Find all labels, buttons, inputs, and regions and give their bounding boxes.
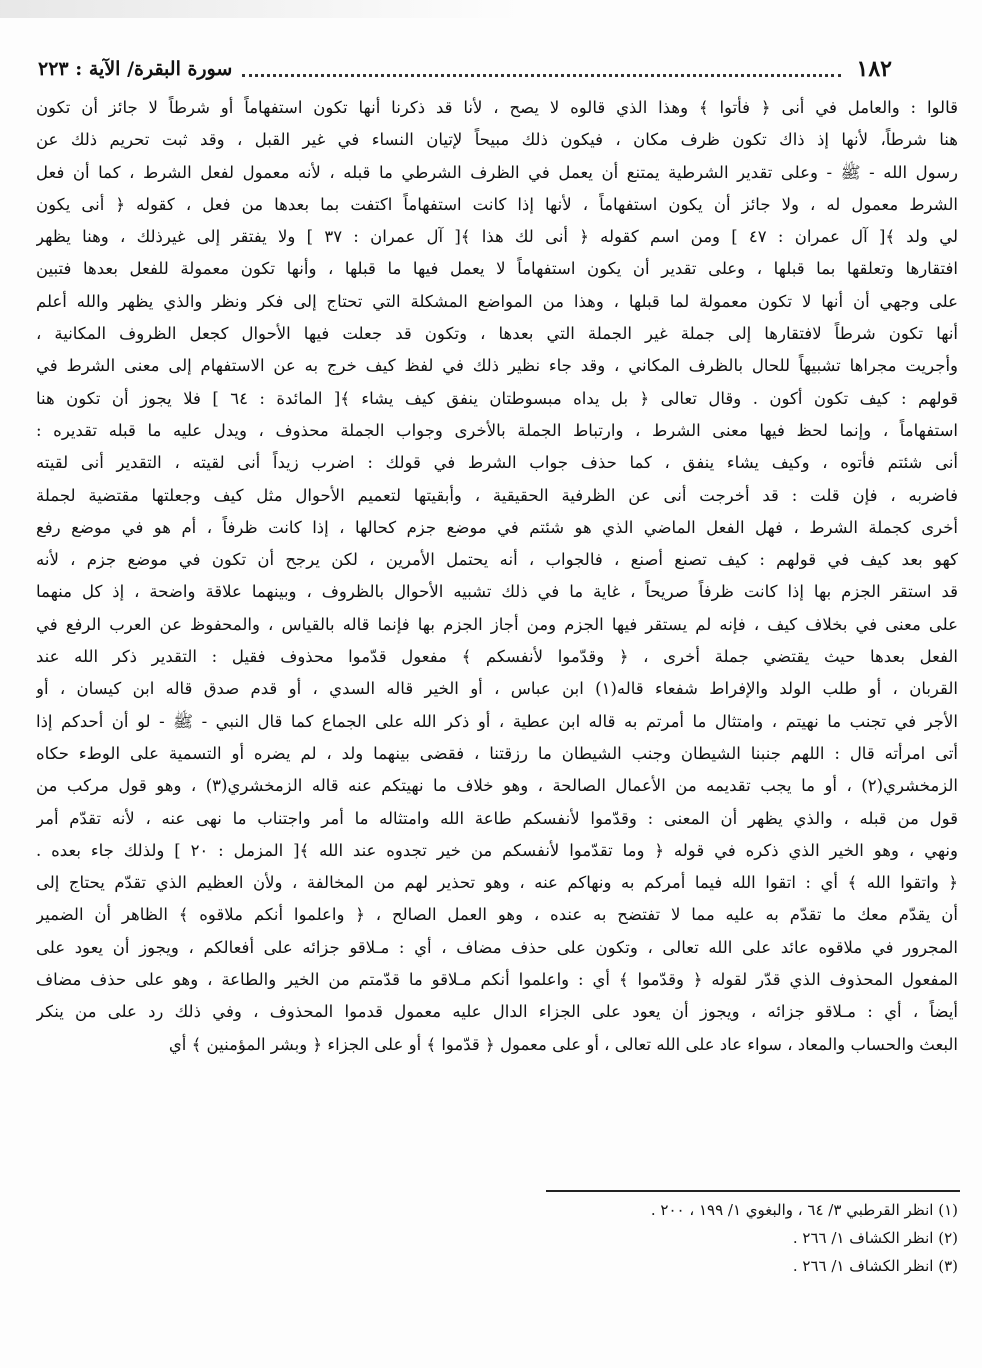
text-line: ﴿ واتقوا الله ﴾ أي : اتقوا الله فيما أمركم به ونهاكم عنه ، وهو تحذير لهم من المخالفة ، ولأن العظيم الذي تقدّم يحتاج إلى xyxy=(36,873,958,893)
footnotes xyxy=(300,1196,958,1280)
text-line: ونهي ، وهو الخير الذي ذكره في قوله ﴿ وما تقدّموا لأنفسكم من خير تجدوه عند الله ﴾[ المزمل : ٢٠ ] ولذلك جاء بعده . xyxy=(36,840,958,860)
text-line: أنها تكون شرطاً لافتقارها إلى جملة غير الجملة التي بعدها ، وتكون قد جعلت فيها الأحوال كجعل الظروف المكانية ، xyxy=(36,324,958,344)
text-line: قولهم : كيف تكون أكون . وقال تعالى ﴿ بل يداه مبسوطتان ينفق كيف يشاء ﴾[ المائدة : ٦٤ ] فلا يجوز أن تكون هنا xyxy=(36,388,958,408)
text-line: الفعل بعدها حيث يقتضي جملة أخرى ، ﴿ وقدّموا لأنفسكم ﴾ مفعول قدّموا محذوف فقيل : التقدير ذكر الله عند xyxy=(36,647,958,667)
footnote: (١) انظر القرطبي ٣/ ٦٤ ، والبغوي ١/ ١٩٩ ، ٢٠٠ . xyxy=(650,1201,958,1219)
text-line: فاضربه ، فإن قلت : قد أخرجت أنى عن الظرفية الحقيقية ، وأبقيتها لتعميم الأحوال مثل كيف وجعلتها مقتضية لجملة xyxy=(36,485,958,505)
text-line: أخرى كجملة الشرط ، فهل الفعل الماضي الذي هو شئتم في موضع جزم كحالها ، إذا كانت ظرفاً ، أم هو في موضع رفع xyxy=(36,517,958,537)
text-line: قالوا : والعامل في أنى ﴿ فأتوا ﴾ وهذا الذي قالوه لا يصح ، لأنا قد ذكرنا أنها تكون استفهاماً أو شرطاً لا جائز أن تكون xyxy=(36,98,958,117)
page-number: ١٨٢ xyxy=(856,56,892,82)
text-line: على معنى في بخلاف كيف ، فإنه لم يستقر فيها الجزم ومن أجاز الجزم بها فإنما قاله بالقياس ، والمحفوظ عن العرب الرفع في xyxy=(36,614,958,634)
footnote: (٢) انظر الكشاف ١/ ٢٦٦ . xyxy=(792,1229,958,1247)
text-line: على وجهي أن أنها لا تكون معمولة لما قبلها ، وهذا من المواضع المشكلة التي تحتاج إلى فكر ونظر والذي يظهر والله أعلم xyxy=(36,291,958,311)
footnote-separator xyxy=(546,1190,960,1192)
text-line: وأجريت مجراها تشبيهاً للحال بالظرف المكاني ، وقد جاء نظير ذلك في لفظ كيف خرج به عن الاستفهام إلى معنى الشرط في xyxy=(36,356,958,376)
text-line: أيضاً ، أي : مـلاقو جزائه ، ويجوز أن يعود على الجزاء الدال عليه معمول قدموا المحذوف ، وفي ذلك رد على من ينكر xyxy=(36,1002,958,1022)
text-line: القربان ، أو طلب الولد والإفراط شفعاء قاله(١) ابن عباس ، أو الخير قاله السدي ، أو قدم صدق قاله ابن كيسان ، أو xyxy=(36,679,958,699)
text-line: الأجر في تجنب ما نهيتم ، وامتثال ما أمرتم به قاله ابن عطية ، أو ذكر الله على الجماع كما قال النبي - ﷺ - لو أن أحدكم إذا xyxy=(36,711,958,731)
text-line: البعث والحساب والمعاد ، سواء عاد على الله تعالى ، أو على معمول ﴿ قدّموا ﴾ أو على الجزاء ﴿ وبشر المؤمنين ﴾ أي xyxy=(168,1034,958,1054)
text-line: الزمخشري(٢) ، أو ما يجب تقديمه من الأعمال الصالحة ، وهو خلاف ما نهيتكم عنه قاله الزمخشري(٣) ، وهو قول مركب من xyxy=(36,776,958,796)
header-dotted-leader xyxy=(242,62,840,77)
main-text xyxy=(36,92,958,1061)
footnote: (٣) انظر الكشاف ١/ ٢٦٦ . xyxy=(792,1257,958,1275)
text-line: قد استقر الجزم بها إذا كانت ظرفاً صريحاً ، غاية ما في ذلك تشبيه الأحوال بالظروف ، وبينهما علاقة واضحة ، إذ كل منهما xyxy=(36,582,958,602)
surah-verse-title: سورة البقرة/ الآية : ٢٢٣ xyxy=(38,58,233,80)
text-line: الشرط معمول له ، ولا جائز أن يكون استفهاماً ، لأنها إذا كانت استفهاماً اكتفت بما بعدها من فعل ، كقوله ﴿ أنى يكون xyxy=(36,194,958,214)
text-line: أتى امرأته قال : اللهم جنبنا الشيطان وجنب الشيطان ما رزقتنا ، فقضى بينهما ولد ، لم يضره أو التسمية على الوطء حكاه xyxy=(36,743,958,763)
text-line: قول من قبله ، والذي يظهر أن المعنى : وقدّموا لأنفسكم طاعة الله وامتثاله ما أمر واجتناب ما نهى عنه ، لأنه تقدّم أمر xyxy=(36,808,958,828)
text-line: كهو بعد كيف في قولهم : كيف تصنع أصنع ، فالجواب ، أنه يحتمل الأمرين ، لكن يرجح أن تكون في موضع جزم ، لأنه xyxy=(36,550,958,570)
text-line: هنا شرطاً، لأنها إذ ذاك تكون ظرف مكان ، فيكون ذلك مبيحاً لإتيان النساء في غير القبل ، وقد ثبت تحريم ذلك عن xyxy=(36,130,958,150)
text-line: لي ولد ﴾[ آل عمران : ٤٧ ] ومن اسم كقوله ﴿ أنى لك هذا ﴾[ آل عمران : ٣٧ ] ولا يفتقر إلى غيرذلك ، وهنا يظهر xyxy=(36,227,958,247)
text-line: أن يقدّم معك ما تقدّم به عليه مما لا تفتضح به عنده ، وهو العمل الصالح ، ﴿ واعلموا أنكم ملاقوه ﴾ الظاهر أن الضمير xyxy=(36,905,958,925)
text-line: أنى شئتم فأتوه ، وكيف يشاء ينفق ، كما حذف جواب الشرط في قولك : اضرب زيداً أنى لقيته ، التقدير أنى لقيته xyxy=(36,453,958,473)
text-line: رسول الله - ﷺ - وعلى تقدير الشرطية يمتنع أن يعمل في الظرف الشرطي ما قبله ، لأنه معمول لفعل الشرط ، كما أن فعل xyxy=(36,162,958,182)
text-line: المفعول المحذوف الذي قدّر لقوله ﴿ وقدّموا ﴾ أي : واعلموا أنكم مـلاقو ما قدّمتم من الخير والطاعة ، وهو على حذف مضاف xyxy=(36,970,958,990)
text-line: المجرور في ملاقوه عائد على الله تعالى ، وتكون على حذف مضاف ، أي : مـلاقو جزائه على أفعالكم ، ويجوز أن يعود على xyxy=(36,937,958,957)
scan-artifact xyxy=(0,0,520,18)
text-line: افتقارها وتعلقها بما قبلها ، وعلى تقدير أن يكون استفهاماً لا يعمل فيها ما قبلها ، وأنها تكون معمولة للفعل بعدها فتبين xyxy=(36,259,958,279)
text-line: استفهاماً ، وإنما لحظ فيها معنى الشرط ، وارتباط الجملة بالأخرى وجواب الجملة محذوف ، ويدل عليه ما قبله تقديره : xyxy=(36,420,958,440)
running-header xyxy=(38,52,892,86)
